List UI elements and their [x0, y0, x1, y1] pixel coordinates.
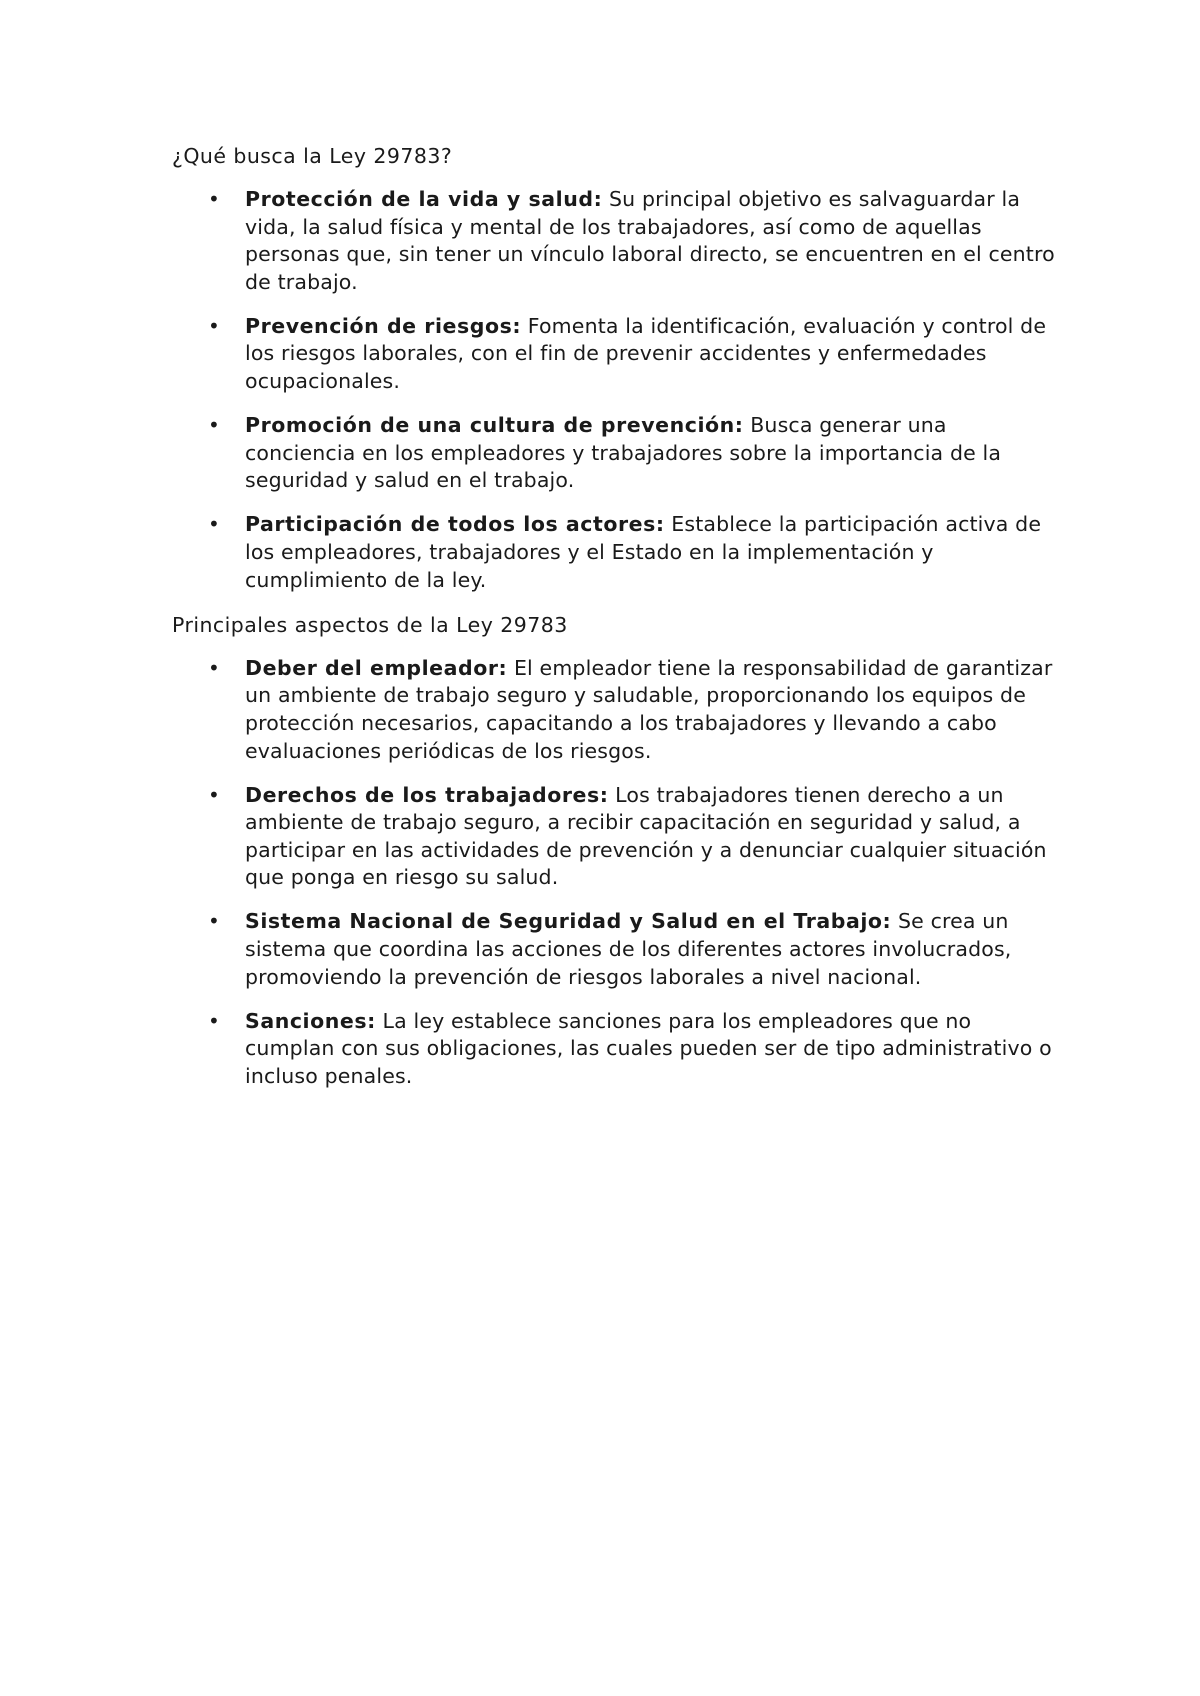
bullet-icon: •	[208, 413, 220, 438]
list-item	[172, 782, 1060, 892]
objectives-list	[172, 186, 1055, 594]
section-heading-que-busca: ¿Qué busca la Ley 29783?	[172, 144, 453, 168]
list-item	[172, 1008, 1060, 1091]
list-item	[172, 655, 1060, 765]
item-text: Fomenta la identificación, evaluación y control de los riesgos laborales, con el fin de prevenir accidentes y enfermedades ocupacionales.	[245, 313, 1047, 394]
item-term: Sanciones:	[245, 1008, 376, 1033]
item-text: Se crea un sistema que coordina las acciones de los diferentes actores involucrados, promoviendo la prevención de riesgos laborales a nivel nacional.	[245, 909, 1012, 989]
item-term: Participación de todos los actores:	[245, 512, 665, 537]
list-item	[172, 313, 1060, 396]
item-term: Derechos de los trabajadores:	[245, 782, 609, 807]
item-term: Promoción de una cultura de prevención:	[245, 413, 744, 438]
bullet-icon: •	[208, 512, 220, 537]
section-heading-principales-aspectos: Principales aspectos de la Ley 29783	[172, 612, 568, 637]
item-term: Prevención de riesgos:	[245, 313, 522, 338]
item-term: Deber del empleador:	[245, 655, 508, 680]
bullet-icon: •	[208, 1008, 220, 1033]
list-item	[172, 511, 1060, 594]
bullet-icon: •	[208, 187, 220, 211]
bullet-icon: •	[208, 655, 220, 680]
list-item	[172, 186, 1060, 296]
list-item	[172, 412, 1060, 495]
bullet-icon: •	[208, 313, 220, 338]
item-text: La ley establece sanciones para los empleadores que no cumplan con sus obligaciones, las cuales pueden ser de tipo administrativo o incluso penales.	[245, 1008, 1052, 1088]
item-term: Protección de la vida y salud:	[245, 187, 603, 211]
bullet-icon: •	[208, 782, 220, 807]
item-text: Establece la participación activa de los empleadores, trabajadores y el Estado en la implementación y cumplimiento de la ley.	[245, 512, 1042, 592]
item-text: Los trabajadores tienen derecho a un ambiente de trabajo seguro, a recibir capacitación en seguridad y salud, a participar en las actividades de prevención y a denunciar cualquier situación que ponga en riesgo su salud.	[245, 782, 1047, 890]
list-item	[172, 908, 1060, 991]
item-term: Sistema Nacional de Seguridad y Salud en el Trabajo:	[245, 909, 892, 934]
document-page	[172, 142, 1055, 1107]
item-text: Su principal objetivo es salvaguardar la vida, la salud física y mental de los trabajadores, así como de aquellas personas que, sin tener un vínculo laboral directo, se encuentren en el centro de trabajo.	[245, 187, 1055, 294]
bullet-icon: •	[208, 909, 220, 934]
item-text: Busca generar una conciencia en los empleadores y trabajadores sobre la importancia de la seguridad y salud en el trabajo.	[245, 413, 1002, 493]
item-text: El empleador tiene la responsabilidad de garantizar un ambiente de trabajo seguro y saludable, proporcionando los equipos de protección necesarios, capacitando a los trabajadores y llevando a cabo evaluaciones periódicas de los riesgos.	[245, 655, 1053, 763]
aspects-list	[172, 655, 1052, 1091]
